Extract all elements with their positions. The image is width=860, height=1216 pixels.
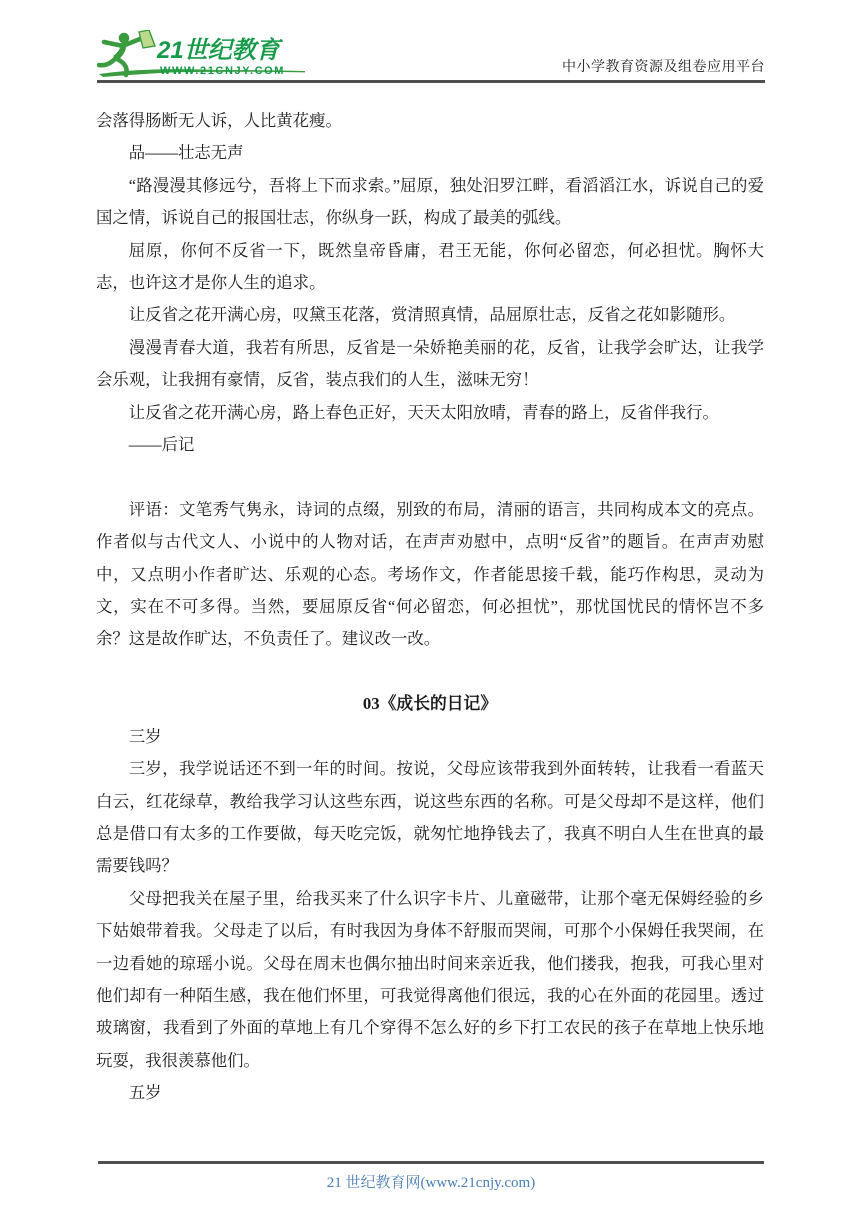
paragraph: 三岁，我学说话还不到一年的时间。按说，父母应该带我到外面转转，让我看一看蓝天白云，红花绿草，教给我学习认这些东西，说这些东西的名称。可是父母却不是这样，他们总是借口有太多的工作要做，每天吃完饭，就匆忙地挣钱去了，我真不明白人生在世真的最需要钱吗？: [96, 759, 764, 876]
article-body: [96, 105, 764, 1110]
paragraph-age-heading: 三岁: [128, 726, 162, 746]
footer-site-link: 21 世纪教育网(www.21cnjy.com): [326, 1175, 536, 1191]
paragraph-age-heading: 五岁: [128, 1083, 162, 1103]
paragraph: “路漫漫其修远兮，吾将上下而求索。”屈原，独处汨罗江畔，看滔滔江水，诉说自己的爱国之情，诉说自己的报国壮志，你纵身一跃，构成了最美的弧线。: [96, 175, 764, 228]
brand-logo: [97, 30, 309, 78]
paragraph: 品——壮志无声: [128, 143, 244, 163]
paragraph: 漫漫青春大道，我若有所思，反省是一朵娇艳美丽的花，反省，让我学会旷达，让我学会乐观，让我拥有豪情，反省，装点我们的人生，滋味无穷！: [96, 337, 764, 390]
teacher-comment: 评语：文笔秀气隽永，诗词的点缀，别致的布局，清丽的语言，共同构成本文的亮点。作者似与古代文人、小说中的人物对话，在声声劝慰中，点明“反省”的题旨。在声声劝慰中，又点明小作者旷达、乐观的心态。考场作文，作者能思接千载，能巧作构思，灵动为文，实在不可多得。当然，要屈原反省“何必留恋，何必担忧”，那忧国忧民的情怀岂不多余？这是故作旷达，不负责任了。建议改一改。: [96, 499, 764, 649]
paragraph: 让反省之花开满心房，叹黛玉花落，赏清照真情，品屈原壮志，反省之花如影随形。: [128, 305, 736, 325]
blank-line: [96, 656, 764, 688]
paragraph: 会落得肠断无人诉，人比黄花瘦。: [96, 111, 342, 130]
page-footer: [98, 1161, 764, 1192]
blank-line: [96, 461, 764, 493]
paragraph: 父母把我关在屋子里，给我买来了什么识字卡片、儿童磁带，让那个毫无保姆经验的乡下姑娘带着我。父母走了以后，有时我因为身体不舒服而哭闹，可那个小保姆任我哭闹，在一边看她的琼瑶小说。父母在周末也偶尔抽出时间来亲近我，他们搂我，抱我，可我心里对他们却有一种陌生感，我在他们怀里，可我觉得离他们很远，我的心在外面的花园里。透过玻璃窗，我看到了外面的草地上有几个穿得不怎么好的乡下打工农民的孩子在草地上快乐地玩耍，我很羡慕他们。: [96, 888, 764, 1070]
brand-url: WWW.21CNJY.COM: [160, 65, 286, 77]
footer-divider: [98, 1161, 764, 1164]
paragraph-postscript: ——后记: [128, 435, 195, 455]
paragraph: 让反省之花开满心房，路上春色正好，天天太阳放晴，青春的路上，反省伴我行。: [128, 402, 719, 422]
page-header: [97, 30, 765, 83]
brand-name: 21世纪教育: [157, 37, 280, 64]
header-tagline: 中小学教育资源及组卷应用平台: [562, 60, 765, 75]
header-divider: [97, 80, 765, 83]
book-icon: [139, 30, 155, 48]
section-title: 03《成长的日记》: [362, 694, 498, 714]
paragraph: 屈原，你何不反省一下，既然皇帝昏庸，君王无能，你何必留恋，何必担忧。胸怀大志，也许这才是你人生的追求。: [96, 240, 764, 293]
